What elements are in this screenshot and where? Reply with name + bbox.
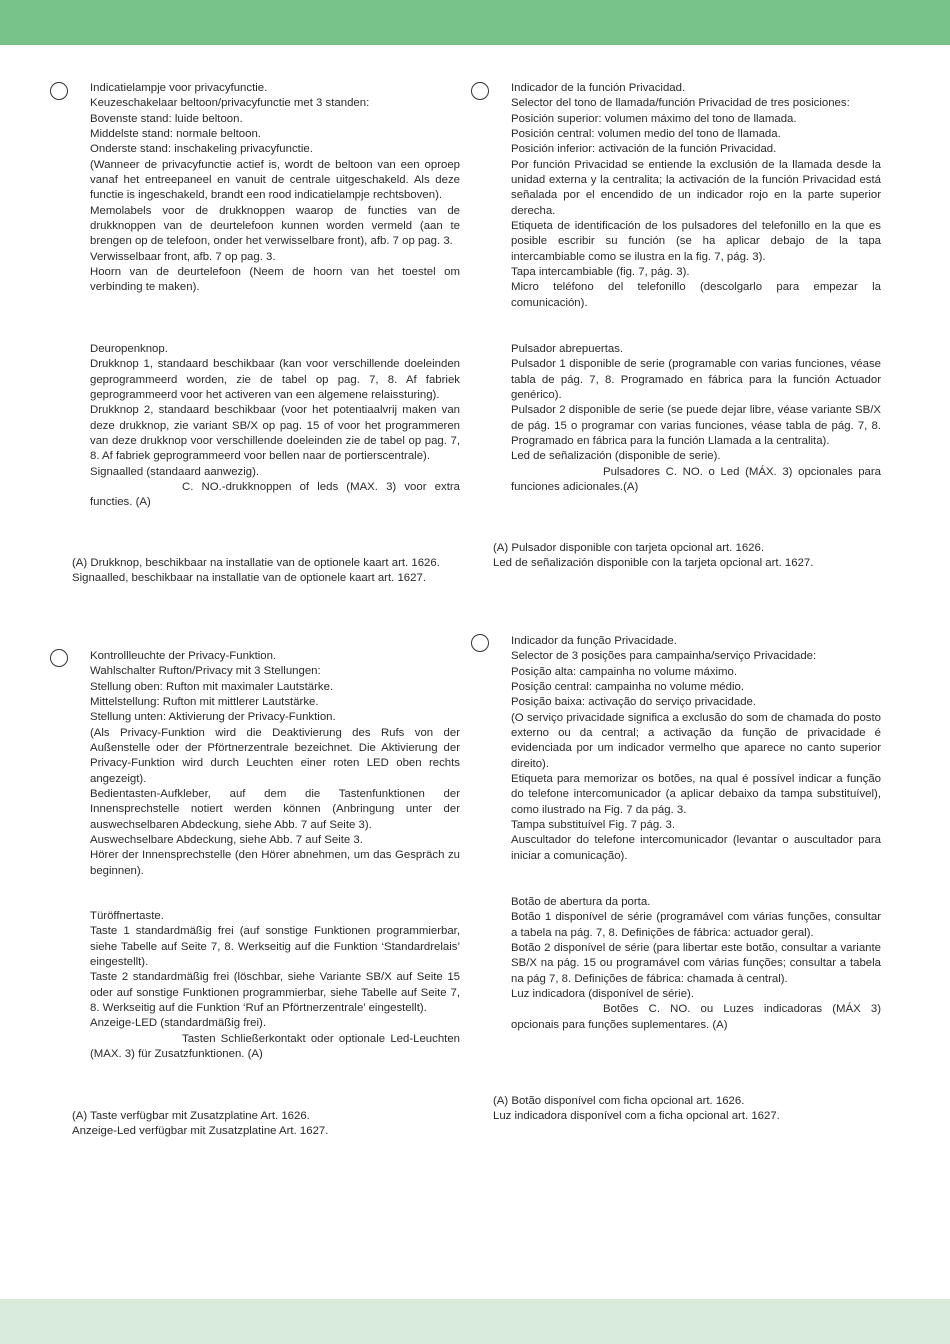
es-note-2: Led de señalización disponible con la tarjeta opcional art. 1627. (493, 557, 814, 570)
nl-item-8: Verwisselbaar front, afb. 7 op pag. 3. (90, 250, 276, 263)
es-item-9: Micro teléfono del telefonillo (descolgarlo para empezar la comunicación). (511, 281, 881, 309)
es-item-1: Indicador de la función Privacidad. (511, 82, 686, 94)
section-pt-items (511, 634, 881, 864)
pt-note-2: Luz indicadora disponível com a ficha opcional art. 1627. (493, 1110, 780, 1123)
es-item-6: Por función Privacidad se entiende la exclusión de la llamada desde la unidad externa y la centralita; la activación de la función Privacidad está señalada por el encendido de un indicador rojo en la parte superior derecha. (511, 158, 881, 217)
pt-item2-5: Botões C. NO. ou Luzes indicadoras (MÁX 3) opcionais para funções suplementares. (A) (511, 1003, 881, 1031)
section-de-items2 (90, 909, 460, 1062)
pt-item-2: Selector de 3 posições para campainha/serviço Privacidade: (511, 650, 817, 663)
nl-item-7: Memolabels voor de drukknoppen waarop de functies van de drukknoppen van de deurtelefoon kunnen worden vermeld (aan te brengen op de telefoon, onder het verwisselbare front), afb. 7 op pag. 3. (90, 204, 460, 248)
pt-item-9: Auscultador do telefone intercomunicador (levantar o auscultador para iniciar a comunicação). (511, 834, 881, 862)
nl-item-5: Onderste stand: inschakeling privacyfunctie. (90, 143, 313, 156)
de-item-3: Stellung oben: Rufton mit maximaler Lautstärke. (90, 680, 334, 693)
nl-item-9: Hoorn van de deurtelefoon (Neem de hoorn van het toestel om verbinding te maken). (90, 266, 460, 294)
pt-notes (493, 1094, 913, 1125)
de-item-2: Wahlschalter Rufton/Privacy mit 3 Stellungen: (90, 665, 321, 678)
es-item-7: Etiqueta de identificación de los pulsadores del telefonillo en la que es posible escribir su función (se ha aplicar debajo de la tapa intercambiable como se ilustra en la fig. 7, pág. 3). (511, 220, 881, 263)
nl-item-3: Bovenste stand: luide beltoon. (90, 112, 243, 125)
nl-item2-4: Signaalled (standaard aanwezig). (90, 465, 260, 478)
pt-note-1: (A) Botão disponível com ficha opcional art. 1626. (493, 1095, 745, 1107)
section-pt-items2 (511, 895, 881, 1033)
pt-item-7: Etiqueta para memorizar os botões, na qual é possível indicar a função do telefone intercomunicador (a aplicar debaixo da tampa substituível), como ilustrado na Fig. 7 da pág. 3. (511, 773, 881, 816)
pt-item-3: Posição alta: campainha no volume máximo. (511, 665, 738, 678)
section-es-items (511, 81, 881, 311)
es-item2-2: Pulsador 1 disponible de serie (programable con varias funciones, véase tabla de pág. 7, 8. Programado en fábrica para la función Actuador genérico). (511, 358, 881, 402)
section-de-items (90, 649, 460, 879)
pt-item2-4: Luz indicadora (disponível de série). (511, 988, 694, 1001)
es-item2-3: Pulsador 2 disponible de serie (se puede dejar libre, véase variante SB/X de pág. 15 o programar con varias funciones, véase tabla de pág. 7, 8. Programado en fábrica para la función Llamada a la centralita). (511, 404, 881, 448)
bottom-color-bar (0, 1299, 950, 1344)
de-item-1: Kontrollleuchte der Privacy-Funktion. (90, 650, 277, 662)
de-item2-4: Anzeige-LED (standardmäßig frei). (90, 1017, 266, 1030)
es-item-2: Selector del tono de llamada/función Privacidad de tres posiciones: (511, 97, 850, 110)
callout-circle-pt (471, 634, 489, 652)
callout-circle-nl (50, 82, 68, 100)
es-item-4: Posición central: volumen medio del tono de llamada. (511, 128, 781, 141)
es-item-8: Tapa intercambiable (fig. 7, pág. 3). (511, 266, 690, 279)
nl-notes (72, 556, 492, 587)
callout-circle-es (471, 82, 489, 100)
nl-note-2: Signaalled, beschikbaar na installatie van de optionele kaart art. 1627. (72, 572, 426, 585)
top-color-bar (0, 0, 950, 45)
es-notes (493, 541, 913, 572)
nl-item2-5: C. NO.-drukknoppen of leds (MAX. 3) voor extra functies. (A) (90, 481, 460, 509)
es-note-1: (A) Pulsador disponible con tarjeta opcional art. 1626. (493, 542, 765, 554)
nl-item-2: Keuzeschakelaar beltoon/privacyfunctie met 3 standen: (90, 97, 370, 110)
de-item-9: Hörer der Innensprechstelle (den Hörer abnehmen, um das Gespräch zu beginnen). (90, 849, 460, 877)
nl-item2-1: Deuropenknop. (90, 343, 168, 355)
section-nl-items (90, 81, 460, 296)
section-es-items2 (511, 342, 881, 495)
de-item-5: Stellung unten: Aktivierung der Privacy-Funktion. (90, 711, 336, 724)
de-item-6: (Als Privacy-Funktion wird die Deaktivierung des Rufs von der Außenstelle oder der Pförtnerzentrale bezeichnet. Die Aktivierung der Privacy-Funktion wird durch Leuchten einer roten LED oben rechts angezeigt). (90, 726, 460, 785)
es-item-3: Posición superior: volumen máximo del tono de llamada. (511, 112, 797, 125)
de-item2-3: Taste 2 standardmäßig frei (löschbar, siehe Variante SB/X auf Seite 15 oder auf sonstige Funktionen programmierbar, siehe Tabelle auf Seite 7, 8. Werkseitig auf die Funktion ‘Ruf an Pförtnerzentrale’ eingestellt). (90, 971, 460, 1015)
pt-item-8: Tampa substituível Fig. 7 pág. 3. (511, 819, 675, 832)
pt-item-1: Indicador da função Privacidade. (511, 635, 677, 647)
nl-note-1: (A) Drukknop, beschikbaar na installatie van de optionele kaart art. 1626. (72, 557, 440, 569)
nl-item-4: Middelste stand: normale beltoon. (90, 128, 261, 141)
de-note-2: Anzeige-Led verfügbar mit Zusatzplatine Art. 1627. (72, 1125, 329, 1138)
pt-item2-1: Botão de abertura da porta. (511, 896, 651, 908)
de-item-4: Mittelstellung: Rufton mit mittlerer Lautstärke. (90, 696, 319, 709)
de-note-1: (A) Taste verfügbar mit Zusatzplatine Art. 1626. (72, 1110, 310, 1122)
section-nl-items2 (90, 342, 460, 511)
pt-item2-2: Botão 1 disponível de série (programável com várias funções, consultar a tabela na pág. 7, 8. Definições de fábrica: actuador geral). (511, 911, 881, 939)
es-item2-4: Led de señalización (disponible de serie). (511, 450, 721, 463)
de-item2-1: Türöffnertaste. (90, 910, 164, 922)
callout-circle-de (50, 649, 68, 667)
nl-item-6: (Wanneer de privacyfunctie actief is, wordt de beltoon van een oproep vanaf het entreepaneel en vanuit de centrale uitgeschakeld. Als deze functie is ingeschakeld, brandt een rood indicatielampje rechtsboven). (90, 158, 460, 202)
nl-item2-3: Drukknop 2, standaard beschikbaar (voor het potentiaalvrij maken van deze drukknop, zie variant SB/X op pag. 15 of voor het programmeren van deze drukknop voor verschillende doeleinden zie de tabel op pag. 7, 8. Af fabriek geprogrammeerd voor bellen naar de portierscentrale). (90, 404, 460, 463)
de-item-8: Auswechselbare Abdeckung, siehe Abb. 7 auf Seite 3. (90, 834, 363, 847)
pt-item-4: Posição central: campainha no volume médio. (511, 681, 745, 694)
es-item2-5: Pulsadores C. NO. o Led (MÁX. 3) opcionales para funciones adicionales.(A) (511, 465, 881, 494)
pt-item2-3: Botão 2 disponível de série (para libertar este botão, consultar a variante SB/X na pág. 15 ou programável com várias funções; consultar a tabela na pág 7, 8. Definições de fábrica: chamada à central). (511, 942, 881, 985)
de-notes (72, 1109, 492, 1140)
nl-item-1: Indicatielampje voor privacyfunctie. (90, 82, 268, 94)
pt-item-5: Posição baixa: activação do serviço privacidade. (511, 696, 757, 709)
de-item2-5: Tasten Schließerkontakt oder optionale Led-Leuchten (MAX. 3) für Zusatzfunktionen. (A) (90, 1032, 460, 1061)
nl-item2-2: Drukknop 1, standaard beschikbaar (kan voor verschillende doeleinden geprogrammeerd worden, zie de tabel op pag. 7, 8. Af fabriek geprogrammeerd voor het activeren van een algemene relaissturing). (90, 358, 460, 402)
pt-item-6: (O serviço privacidade significa a exclusão do som de chamada do posto externo ou da central; a activação da função de privacidade é evidenciada por um indicador vermelho que aparece no canto superior direito). (511, 711, 881, 770)
es-item-5: Posición inferior: activación de la función Privacidad. (511, 143, 777, 156)
de-item-7: Bedientasten-Aufkleber, auf dem die Tastenfunktionen der Innensprechstelle notiert werden können (Anbringung unter der auswechselbaren Abdeckung, siehe Abb. 7 auf Seite 3). (90, 788, 460, 831)
de-item2-2: Taste 1 standardmäßig frei (auf sonstige Funktionen programmierbar, siehe Tabelle auf Seite 7, 8. Werkseitig auf die Funktion ‘Standardrelais’ eingestellt). (90, 925, 460, 969)
es-item2-1: Pulsador abrepuertas. (511, 343, 624, 355)
